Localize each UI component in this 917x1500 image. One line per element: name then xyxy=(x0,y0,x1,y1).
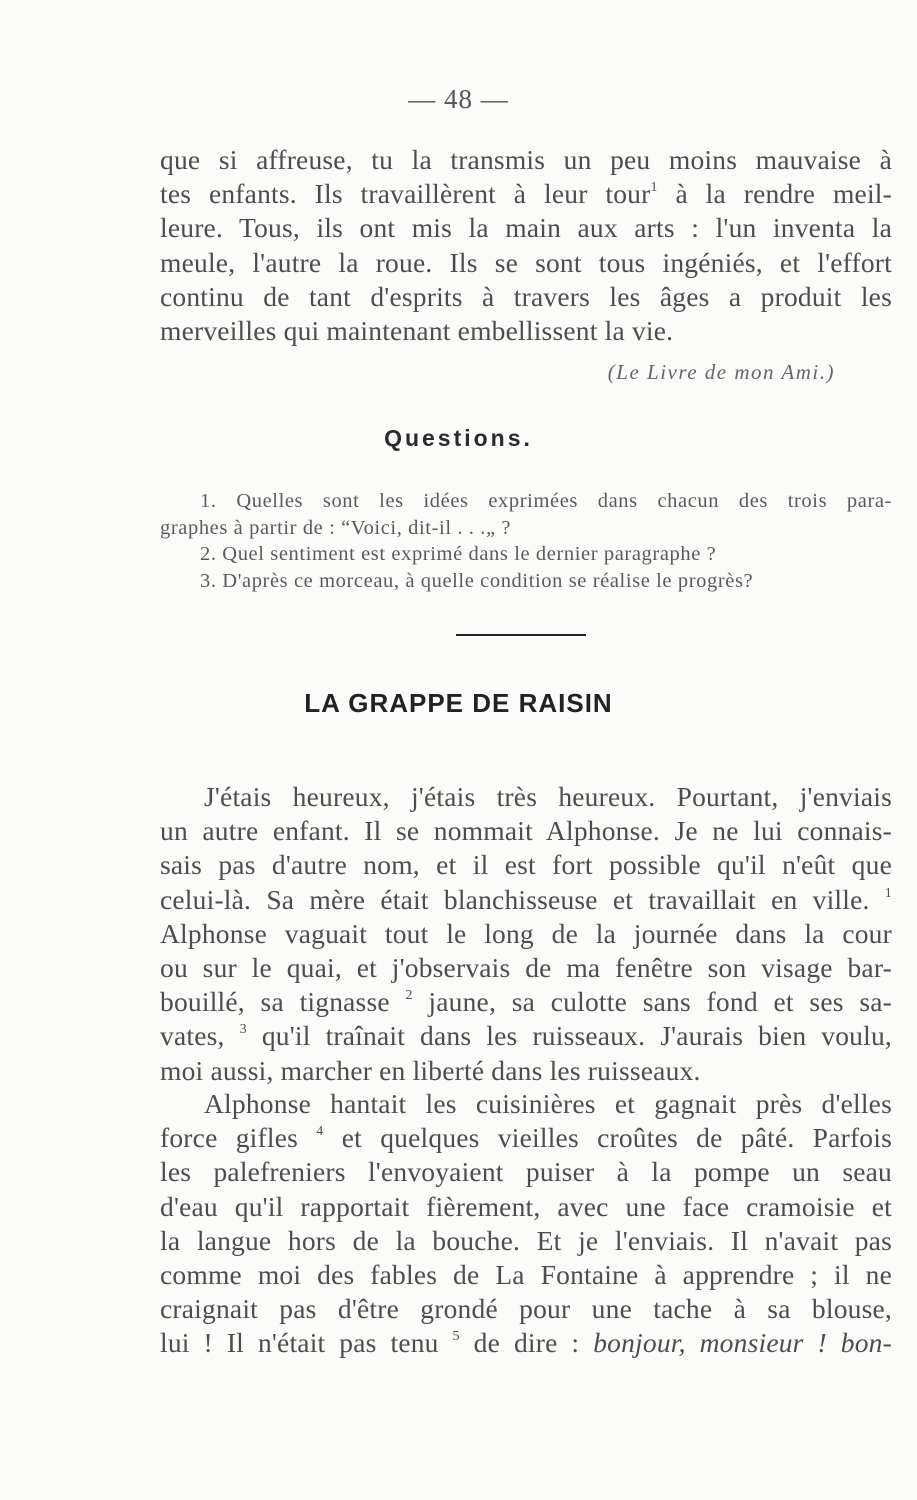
text-line: la langue hors de la bouche. Et je l'enviais. Il n'avait pas xyxy=(160,1224,892,1256)
text-line: force gifles $^4$ et quelques vieilles croûtes de pâté. Parfois xyxy=(160,1122,892,1154)
text-line: sais pas d'autre nom, et il est fort possible qu'il n'eût que xyxy=(160,849,892,881)
text-line: merveilles qui maintenant embellissent la vie. xyxy=(160,315,674,347)
text-line: Alphonse vaguait tout le long de la journée dans la cour xyxy=(160,917,892,949)
paragraph-1 xyxy=(160,780,892,1088)
text-line: moi aussi, marcher en liberté dans les ruisseaux. xyxy=(160,1054,701,1086)
question-line: graphes à partir de : “Voici, dit-il . . .„ ? xyxy=(160,516,512,539)
text-line: que si affreuse, tu la transmis un peu moins mauvaise à xyxy=(160,144,892,175)
footnote-ref: 5 xyxy=(452,1329,460,1345)
text-line: bouillé, sa tignasse $^2$ jaune, sa culotte sans fond et ses sa- xyxy=(160,986,893,1018)
footnote-ref: 1 xyxy=(884,885,892,901)
text-line: les palefreniers l'envoyaient puiser à la pompe un seau xyxy=(160,1156,892,1188)
text-line: vates, $^3$ qu'il traînait dans les ruisseaux. J'aurais bien voulu, xyxy=(160,1020,892,1052)
text-line: ou sur le quai, et j'observais de ma fenêtre son visage bar- xyxy=(160,952,892,984)
text-line: un autre enfant. Il se nommait Alphonse. Je ne lui connais- xyxy=(160,815,892,847)
footnote-ref: 2 xyxy=(405,988,413,1004)
intro-paragraph xyxy=(160,143,892,348)
section-divider xyxy=(456,634,586,636)
questions-list xyxy=(160,488,892,594)
text-line: celui-là. Sa mère était blanchisseuse et travaillait en ville. $^1$ xyxy=(160,883,892,915)
text-line: Alphonse hantait les cuisinières et gagnait près d'elles xyxy=(204,1088,892,1119)
question-line: 2. Quel sentiment est exprimé dans le dernier paragraphe ? xyxy=(200,543,717,565)
text-line: meule, l'autre la roue. Ils se sont tous ingéniés, et l'effort xyxy=(160,246,892,278)
question-line: 3. D'après ce morceau, à quelle condition se réalise le progrès? xyxy=(200,569,754,592)
text-line: craignait pas d'être grondé pour une tache à sa blouse, xyxy=(160,1293,892,1325)
text-line: J'étais heureux, j'étais très heureux. Pourtant, j'enviais xyxy=(204,781,892,812)
page-number: — 48 — xyxy=(408,84,509,114)
italic-greeting: bonjour, monsieur ! bon- xyxy=(593,1327,892,1359)
footnote-ref: 4 xyxy=(316,1124,324,1140)
source-citation: (Le Livre de mon Ami.) xyxy=(607,360,835,384)
text-line: lui ! Il n'était pas tenu $^5$ de dire : bonjour, monsieur ! bon- xyxy=(160,1327,892,1359)
text-line: continu de tant d'esprits à travers les âges a produit les xyxy=(160,280,892,312)
footnote-ref: 3 xyxy=(239,1022,247,1038)
text-line: leure. Tous, ils ont mis la main aux arts : l'un inventa la xyxy=(160,212,892,244)
paragraph-2 xyxy=(160,1087,892,1361)
chapter-title: LA GRAPPE DE RAISIN xyxy=(304,688,613,718)
text-line: comme moi des fables de La Fontaine à apprendre ; il ne xyxy=(160,1259,892,1291)
questions-title: Questions. xyxy=(384,425,533,451)
text-line: d'eau qu'il rapportait fièrement, avec une face cramoisie et xyxy=(160,1190,892,1222)
text-line: tes enfants. Ils travaillèrent à leur tour$^1$ à la rendre meil- xyxy=(160,178,892,210)
footnote-ref: 1 xyxy=(650,180,658,196)
question-line: 1. Quelles sont les idées exprimées dans chacun des trois para- xyxy=(200,490,892,512)
